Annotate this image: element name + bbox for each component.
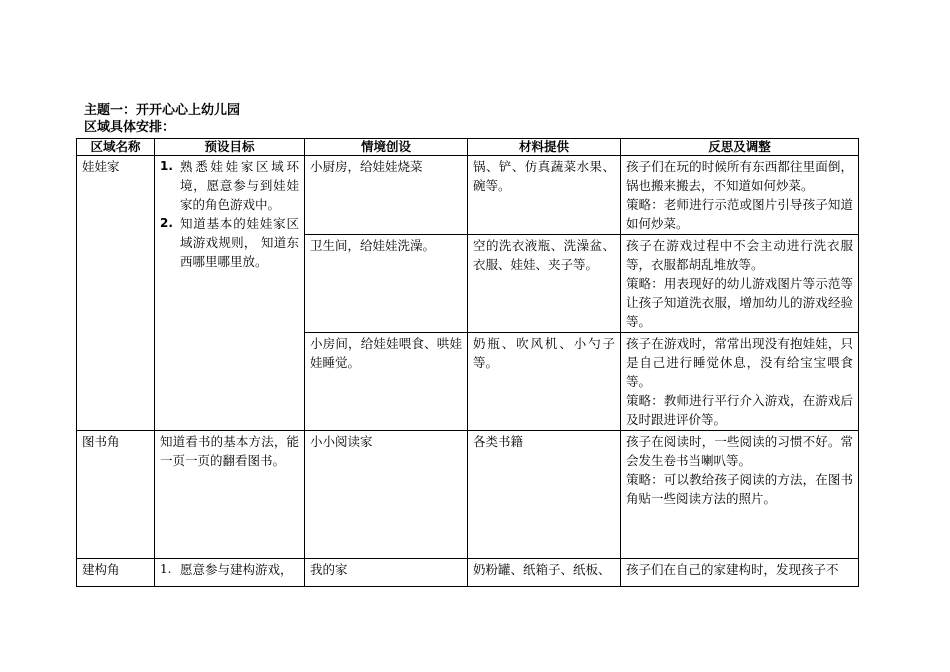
- reflection-text: 孩子在游戏过程中不会主动进行洗衣服等，衣服都胡乱堆放等。: [626, 238, 853, 272]
- reflection-text: 孩子在游戏时，常常出现没有抱娃娃，只是自己进行睡觉休息，没有给宝宝喂食等。: [626, 336, 853, 389]
- goals-cell-building-corner: [155, 559, 305, 587]
- materials-cell: 奶瓶、吹风机、小勺子等。: [468, 333, 621, 431]
- table-row: [77, 156, 859, 235]
- list-number: 1.: [160, 159, 173, 173]
- header-reflection: 反思及调整: [621, 139, 859, 156]
- area-cell-book-corner: 图书角: [77, 431, 155, 559]
- header-materials: 材料提供: [468, 139, 621, 156]
- header-goals: 预设目标: [155, 139, 305, 156]
- reflection-cell: [621, 333, 859, 431]
- list-item: [160, 214, 299, 271]
- goal-text: 愿意参与建构游戏，: [180, 562, 293, 577]
- table-row: [77, 559, 859, 587]
- strategy-text: 策略：教师进行平行介入游戏，在游戏后及时跟进评价等。: [626, 393, 853, 427]
- materials-cell: 奶粉罐、纸箱子、纸板、: [468, 559, 621, 587]
- materials-cell: 锅、铲、仿真蔬菜水果、碗等。: [468, 156, 621, 235]
- reflection-cell: [621, 235, 859, 333]
- reflection-text: 孩子们在玩的时候所有东西都往里面倒，锅也搬来搬去，不知道如何炒菜。: [626, 159, 853, 193]
- header-scenario: 情境创设: [305, 139, 468, 156]
- scenario-cell: 小小阅读家: [305, 431, 468, 559]
- goal-text: 熟悉娃娃家区域环境，愿意参与到娃娃家的角色游戏中。: [180, 159, 299, 212]
- reflection-cell: [621, 156, 859, 235]
- area-cell-building-corner: 建构角: [77, 559, 155, 587]
- materials-cell: 空的洗衣液瓶、洗澡盆、衣服、娃娃、夹子等。: [468, 235, 621, 333]
- goal-text: 知道基本的娃娃家区域游戏规则， 知道东西哪里哪里放。: [180, 216, 299, 269]
- scenario-cell: 小厨房，给娃娃烧菜: [305, 156, 468, 235]
- table-row: [77, 431, 859, 559]
- materials-cell: 各类书籍: [468, 431, 621, 559]
- list-number: 1.: [160, 562, 172, 576]
- area-arrangement-table: [76, 138, 859, 587]
- goals-list: [160, 560, 299, 579]
- table-header-row: [77, 139, 859, 156]
- list-number: 2.: [160, 216, 173, 230]
- scenario-cell: 小房间，给娃娃喂食、哄娃娃睡觉。: [305, 333, 468, 431]
- reflection-cell: [621, 431, 859, 559]
- scenario-cell: 卫生间，给娃娃洗澡。: [305, 235, 468, 333]
- reflection-text: 孩子在阅读时，一些阅读的习惯不好。常会发生卷书当喇叭等。: [626, 434, 853, 468]
- area-cell-dolls-house: 娃娃家: [77, 156, 155, 431]
- scenario-cell: 我的家: [305, 559, 468, 587]
- list-item: [160, 157, 299, 214]
- list-item: [160, 560, 299, 579]
- theme-title: 主题一：开开心心上幼儿园: [84, 103, 241, 118]
- goals-list: [160, 157, 299, 271]
- goals-cell-dolls-house: [155, 156, 305, 431]
- goals-cell-book-corner: 知道看书的基本方法，能一页一页的翻看图书。: [155, 431, 305, 559]
- section-title: 区域具体安排：: [84, 120, 176, 135]
- strategy-text: 策略：可以教给孩子阅读的方法，在图书角贴一些阅读方法的照片。: [626, 472, 853, 506]
- strategy-text: 策略：老师进行示范或图片引导孩子知道如何炒菜。: [626, 197, 853, 231]
- reflection-cell: 孩子们在自己的家建构时，发现孩子不: [621, 559, 859, 587]
- strategy-text: 策略：用表现好的幼儿游戏图片等示范等让孩子知道洗衣服，增加幼儿的游戏经验等。: [626, 276, 853, 329]
- header-area-name: 区域名称: [77, 139, 155, 156]
